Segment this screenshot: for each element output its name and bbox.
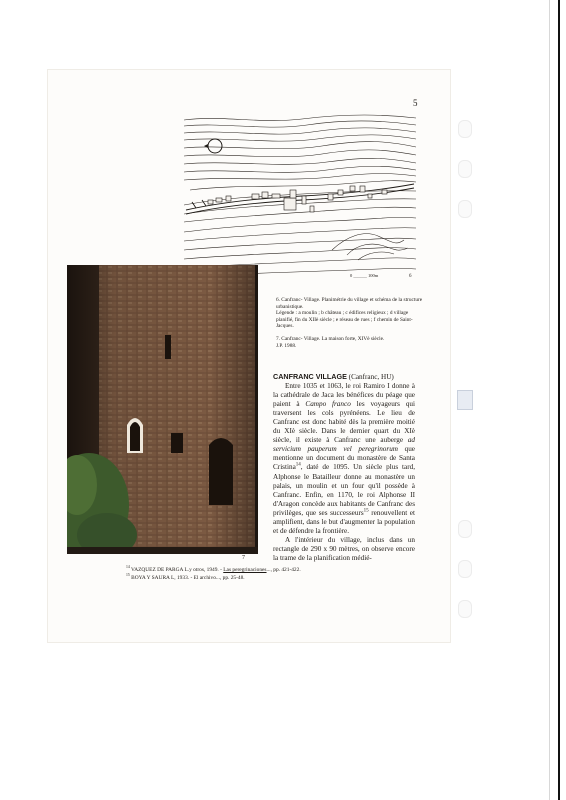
text-run: , daté de 1095. Un siècle plus tard, Alphonse le Batailleur donne au monastère un palais, un moulin et un four qu'il possède à Canfranc. Enfin, en 1170, le roi Alphonse II d'Aragon concède aux habitants de Canfranc des privilèges, que ses successeurs (273, 463, 415, 517)
stone-tower-image (67, 265, 258, 554)
footnote-title: Las peregrinaciones (223, 567, 267, 573)
binder-stamp (457, 390, 473, 410)
scanner-edge (558, 0, 560, 800)
tower-photograph (67, 265, 258, 554)
page-number: 5 (413, 98, 418, 108)
binder-hole (458, 120, 472, 138)
village-plan-figure (182, 110, 418, 285)
map-figure-number: 6 (409, 274, 412, 279)
latin-quote: ad servicium pauperum vel peregrinorum (273, 436, 415, 454)
caption-6-title: 6. Canfranc- Village. Planimétrie du village et schéma de la structure urbanistique. (276, 297, 423, 310)
footnote-14 (126, 566, 426, 574)
text-run: que mentionne un document du monastère de Santa Cristina (273, 445, 415, 472)
footnote-text: BOYA Y SAURA L, 1933. - El archivo..., pp. 25-48. (129, 575, 245, 582)
article-body (273, 372, 415, 563)
article-paragraph-2: A l'intérieur du village, inclus dans un rectangle de 290 x 90 mètres, on observe encore la trame de la planification médié- (273, 535, 415, 562)
binder-hole (458, 160, 472, 178)
binder-hole (458, 200, 472, 218)
footnote-number: 15 (126, 573, 130, 578)
map-scale-bar: 0 ______ 100m (350, 273, 379, 278)
text-run: Entre 1035 et 1063, le roi Ramiro I donne à la cathédrale de Jaca les bénéfices du péage que paient à (273, 382, 415, 409)
village-plan-drawing (182, 110, 418, 285)
figure-captions (276, 297, 424, 349)
caption-7-title: 7. Canfranc- Village. La maison forte, XIVè siècle. (276, 335, 385, 342)
article-heading (273, 372, 415, 382)
footnote-text: VAZQUEZ DE PARGA L.y otros, 1949. - (129, 567, 224, 573)
article-location: (Canfranc, HU) (346, 373, 394, 381)
footnotes (126, 566, 426, 582)
footnote-text: ..., pp. 421-422. (266, 567, 301, 573)
caption-7-credit: J.P. 1988. (276, 342, 297, 349)
text-run: les voyageurs qui traversent les cols pyrénéens. Le lieu de Canfranc est donc habité dès la première moitié du XIè siècle. Dans le dernier quart du XIè siècle, il existe à Canfranc une auberge (273, 400, 415, 445)
footnote-15 (126, 574, 426, 582)
binder-hole (458, 520, 472, 538)
photo-figure-number: 7 (242, 555, 245, 561)
footnote-ref-14[interactable]: 14 (295, 463, 301, 469)
article-title: CANFRANC VILLAGE (273, 372, 347, 381)
footnote-ref-15[interactable]: 15 (363, 508, 369, 514)
caption-6-legend: Légende : a moulin ; b château ; c édifices religieux ; d village planifié, fin du XIIè siècle ; e réseau de rues ; f chemin de Saint-Jacques. (276, 310, 413, 330)
latin-term: Campo franco (305, 400, 351, 409)
article-paragraph-1 (273, 382, 415, 536)
binder-hole (458, 560, 472, 578)
binder-hole (458, 600, 472, 618)
footnote-number: 14 (126, 565, 130, 570)
text-run: renouvellent et amplifient, dans le but d'augmenter la population et de défendre la frontière. (273, 508, 415, 535)
scanner-edge-shadow (549, 0, 550, 800)
